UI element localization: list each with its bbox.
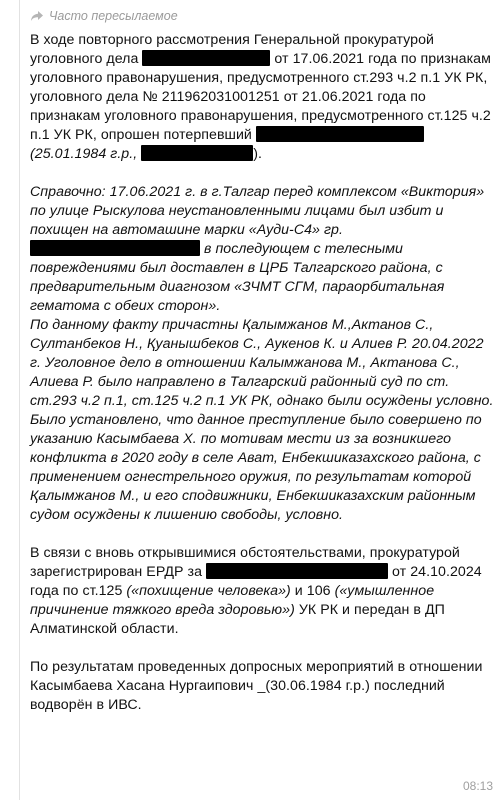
paragraph-established: Было установлено, что данное преступление было совершено по указанию Касымбаева Х. по мотивам мести из за возникшего конфликта в 2020 году в селе Ават, Енбекшиказахского района, с применением огнестрельного оружия, по результатам которой Қалымжанов М., и его сподвижники, Енбекшиказахским районным судом осуждены к лишению свободы, условно. (30, 412, 482, 523)
message-text (30, 31, 494, 715)
message-timestamp: 08:13 (462, 779, 493, 793)
paragraph-involved-persons: По данному факту причастны Қалымжанов М.,Актанов С., Султанбеков Н., Қуанышбеков С., Аукенов К. и Алиев Р. 20.04.2022 г. Уголовное дело в отношении Калымжанова М., Актанова С., Алиева Р. было направлено в Талгарский районный суд по ст. ст.293 ч.2 п.1, ст.125 ч.2 п.1 УК РК, однако были осуждены условно. (30, 317, 494, 409)
forwarded-header (30, 9, 178, 23)
forwarded-label: Часто пересылаемое (49, 9, 178, 23)
redacted-citizen-name (30, 240, 200, 256)
redacted-victim-details (141, 145, 253, 161)
redacted-erdr-number (206, 563, 388, 579)
paragraph-results: По результатам проведенных допросных мероприятий в отношении Касымбаева Хасана Нургаипович _(30.06.1984 г.р.) последний водворён в ИВС. (30, 659, 483, 713)
redacted-case-number (142, 50, 270, 66)
paragraph-interrogation: В ходе повторного рассмотрения Генеральной прокуратурой уголовного дела от 17.06.2021 года по признакам уголовного правонарушения, предусмотренного ст.293 ч.2 п.1 УК РК, уголовного дела № 211962031001251 от 21.06.2021 года по признакам уголовного правонарушения, предусмотренного ст.125 ч.2 п.1 УК РК, опрошен потерпевший (25.01.1984 г.р., ). (30, 32, 491, 162)
paragraph-reference: Справочно: 17.06.2021 г. в г.Талгар перед комплексом «Виктория» по улице Рыскулова неустановленными лицами был избит и похищен на автомашине марки «Ауди-С4» гр. в последующем с телесными повреждениями был доставлен в ЦРБ Талгарского района, с предварительным диагнозом «ЗЧМТ СГМ, параорбитальная гематома с обеих сторон». (30, 184, 485, 314)
paragraph-new-circumstances: В связи с вновь открывшимися обстоятельствами, прокуратурой зарегистрирован ЕРДР за от 24.10.2024 года по ст.125 («похищение человека») и 106 («умышленное причинение тяжкого вреда здоровью») УК РК и передан в ДП Алматинской области. (30, 545, 482, 637)
forward-arrow-icon (30, 10, 44, 22)
redacted-victim-name (256, 126, 424, 142)
